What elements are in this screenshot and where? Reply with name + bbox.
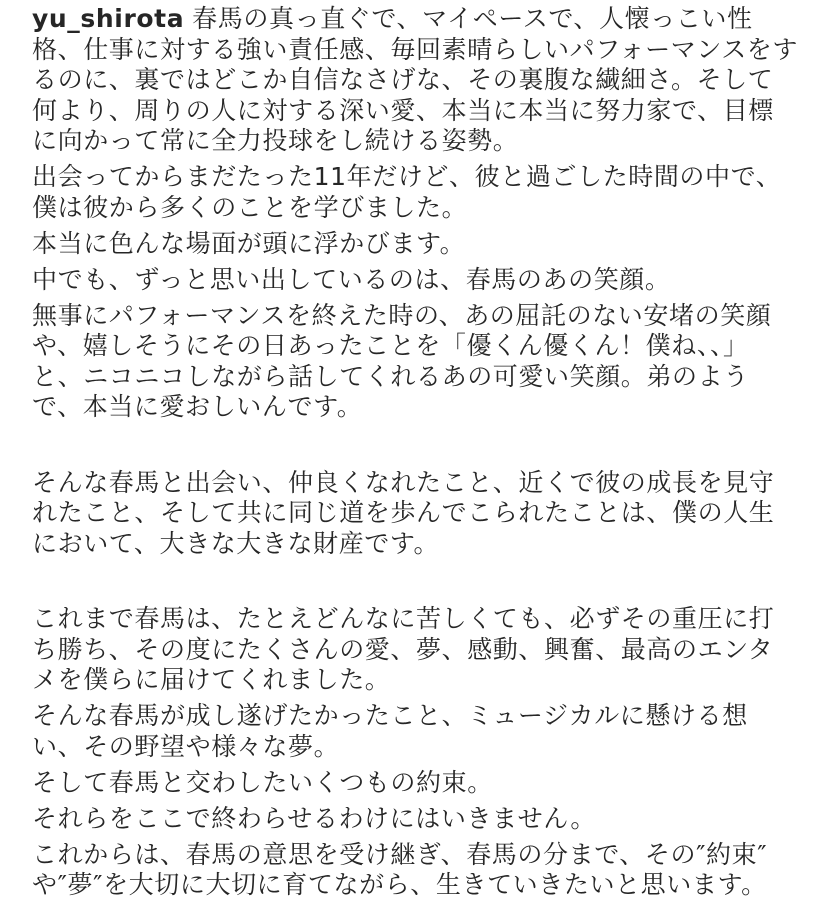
caption-paragraph: 無事にパフォーマンスを終えた時の、あの屈託のない安堵の笑顔や、嬉しそうにその日あったことを「優くん優くん！僕ね、、」と、ニコニコしながら話してくれるあの可愛い笑顔。弟のようで、本当に愛おしいんです。 xyxy=(32,300,772,421)
caption-text: 春馬の真っ直ぐで、マイペースで、人懐っこい性格、仕事に対する強い責任感、毎回素晴らしいパフォーマンスをするのに、裏ではどこか自信なさげな、その裏腹な繊細さ。そして何より、周りの人に対する深い愛、本当に本当に努力家で、目標に向かって常に全力投球をし続ける姿勢。 xyxy=(32,4,799,155)
caption-paragraph: 出会ってからまだたった11年だけど、彼と過ごした時間の中で、僕は彼から多くのことを学びました。 xyxy=(32,162,782,222)
caption-paragraph: これまで春馬は、たとえどんなに苦しくても、必ずその重圧に打ち勝ち、その度にたくさんの愛、夢、感動、興奮、最高のエンタメを僕らに届けてくれました。 xyxy=(32,604,775,694)
caption-paragraph: そんな春馬と出会い、仲良くなれたこと、近くで彼の成長を見守れたこと、そして共に同じ道を歩んでこられたことは、僕の人生において、大きな大きな財産です。 xyxy=(32,467,775,558)
caption-paragraph: それらをここで終わらせるわけにはいきません。 xyxy=(32,803,596,833)
caption-paragraph: これからは、春馬の意思を受け継ぎ、春馬の分まで、その″約束″や″夢″を大切に大切に育てながら、生きていきたいと思います。 xyxy=(32,839,768,899)
caption-paragraph: そんな春馬が成し遂げたかったこと、ミュージカルに懸ける想い、その野望や様々な夢。 xyxy=(32,701,748,761)
caption-paragraph: 本当に色んな場面が頭に浮かびます。 xyxy=(32,228,466,258)
caption-paragraph: 中でも、ずっと思い出しているのは、春馬のあの笑顔。 xyxy=(32,264,671,294)
caption-paragraph: そして春馬と交わしたいくつもの約束。 xyxy=(32,767,493,797)
caption-paragraph xyxy=(32,4,798,157)
username-link[interactable]: yu_shirota xyxy=(32,4,185,33)
